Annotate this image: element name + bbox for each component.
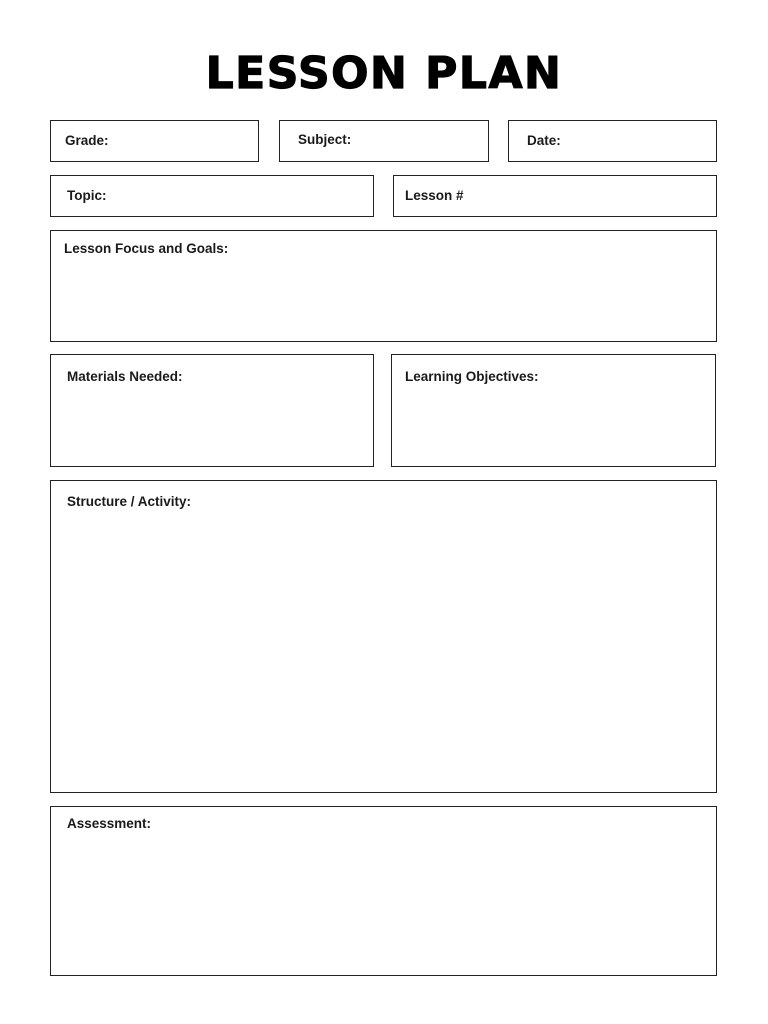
objectives-box[interactable] bbox=[391, 354, 716, 467]
grade-box[interactable] bbox=[50, 120, 259, 162]
assessment-box[interactable] bbox=[50, 806, 717, 976]
date-label: Date: bbox=[527, 133, 561, 148]
lesson-number-box[interactable] bbox=[393, 175, 717, 217]
focus-goals-label: Lesson Focus and Goals: bbox=[64, 241, 229, 256]
assessment-label: Assessment: bbox=[67, 816, 152, 831]
structure-label: Structure / Activity: bbox=[67, 494, 192, 509]
topic-box[interactable] bbox=[50, 175, 374, 217]
structure-box[interactable] bbox=[50, 480, 717, 793]
materials-box[interactable] bbox=[50, 354, 374, 467]
lesson-number-label: Lesson # bbox=[405, 188, 464, 203]
page-title: LESSON PLAN bbox=[205, 48, 563, 99]
date-box[interactable] bbox=[508, 120, 717, 162]
grade-label: Grade: bbox=[65, 133, 109, 148]
topic-label: Topic: bbox=[67, 188, 107, 203]
focus-goals-box[interactable] bbox=[50, 230, 717, 342]
materials-label: Materials Needed: bbox=[67, 369, 183, 384]
subject-box[interactable] bbox=[279, 120, 489, 162]
subject-label: Subject: bbox=[298, 132, 352, 147]
objectives-label: Learning Objectives: bbox=[405, 369, 539, 384]
